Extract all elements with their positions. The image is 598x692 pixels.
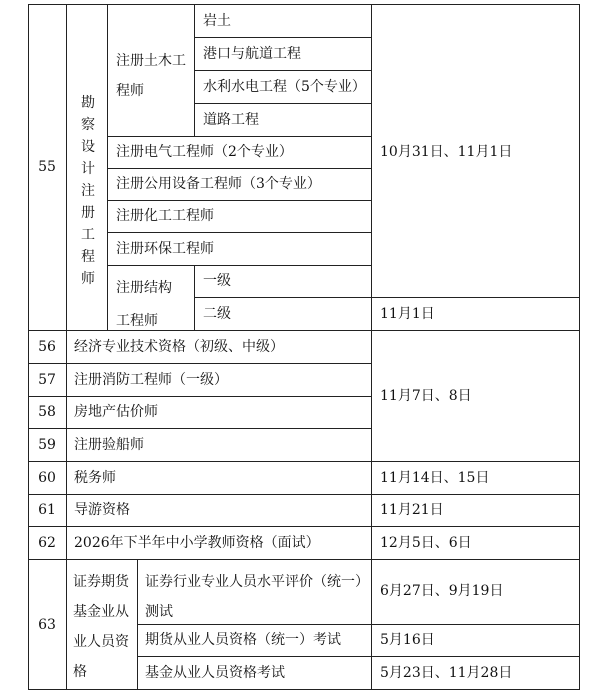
table-border (371, 4, 372, 690)
row-number: 57 (38, 372, 56, 388)
exam-date: 11月7日、8日 (380, 388, 472, 404)
row-number: 62 (38, 535, 56, 551)
exam-name: 期货从业人员资格（统一）考试 (145, 632, 341, 648)
exam-date: 12月5日、6日 (380, 535, 472, 551)
table-border (107, 265, 371, 266)
civil-group-label: 注册土木工程师 (116, 53, 186, 99)
table-border (28, 559, 580, 560)
row-number: 58 (38, 404, 56, 420)
table-border (194, 37, 371, 38)
table-border (28, 494, 580, 495)
exam-date: 11月1日 (380, 306, 435, 322)
level-label: 一级 (203, 273, 231, 289)
table-border (107, 168, 371, 169)
exam-date: 11月21日 (380, 502, 444, 518)
table-border (107, 4, 108, 330)
exam-name: 证券行业专业人员水平评价（统一）测试 (145, 574, 362, 620)
exam-name: 注册电气工程师（2个专业） (116, 144, 293, 160)
exam-date: 11月14日、15日 (380, 470, 490, 486)
table-border (579, 4, 580, 690)
table-border (28, 330, 580, 331)
exam-date: 5月16日 (380, 632, 435, 648)
exam-name: 导游资格 (74, 502, 130, 518)
exam-name: 2026年下半年中小学教师资格（面试） (74, 535, 320, 551)
table-border (66, 4, 67, 690)
table-border (107, 136, 371, 137)
exam-name: 税务师 (74, 470, 116, 486)
category-label: 勘察设计注册工程师 (81, 95, 95, 287)
table-border (28, 396, 371, 397)
exam-date: 5月23日、11月28日 (380, 665, 513, 681)
exam-name: 注册验船师 (74, 437, 144, 453)
table-border (28, 689, 580, 690)
row-number: 61 (38, 502, 56, 518)
row-number: 55 (38, 159, 56, 175)
row-number: 56 (38, 339, 56, 355)
exam-name: 基金从业人员资格考试 (145, 665, 285, 681)
table-border (28, 428, 371, 429)
table-border (28, 461, 580, 462)
exam-name: 房地产估价师 (74, 404, 158, 420)
table-border (194, 70, 371, 71)
row-number: 63 (38, 617, 56, 633)
civil-item: 港口与航道工程 (203, 46, 301, 62)
table-border (194, 103, 371, 104)
exam-name: 经济专业技术资格（初级、中级） (74, 339, 284, 355)
table-border (107, 232, 371, 233)
table-border (194, 297, 580, 298)
civil-item: 岩土 (203, 13, 231, 29)
exam-date: 10月31日、11月1日 (380, 144, 513, 160)
table-border (137, 656, 580, 657)
group-label: 证券期货基金业从业人员资格 (73, 574, 129, 680)
row-number: 60 (38, 470, 56, 486)
table-border (28, 526, 580, 527)
civil-item: 水利水电工程（5个专业） (203, 79, 366, 95)
exam-name: 注册环保工程师 (116, 241, 214, 257)
level-label: 二级 (203, 306, 231, 322)
structural-group-label: 注册结构工程师 (116, 280, 172, 329)
table-border (28, 363, 371, 364)
exam-name: 注册化工工程师 (116, 208, 214, 224)
exam-name: 注册公用设备工程师（3个专业） (116, 176, 321, 192)
row-number: 59 (38, 437, 56, 453)
table-border (28, 4, 580, 5)
table-border (107, 200, 371, 201)
exam-name: 注册消防工程师（一级） (74, 372, 228, 388)
civil-item: 道路工程 (203, 112, 259, 128)
exam-date: 6月27日、9月19日 (380, 583, 504, 599)
